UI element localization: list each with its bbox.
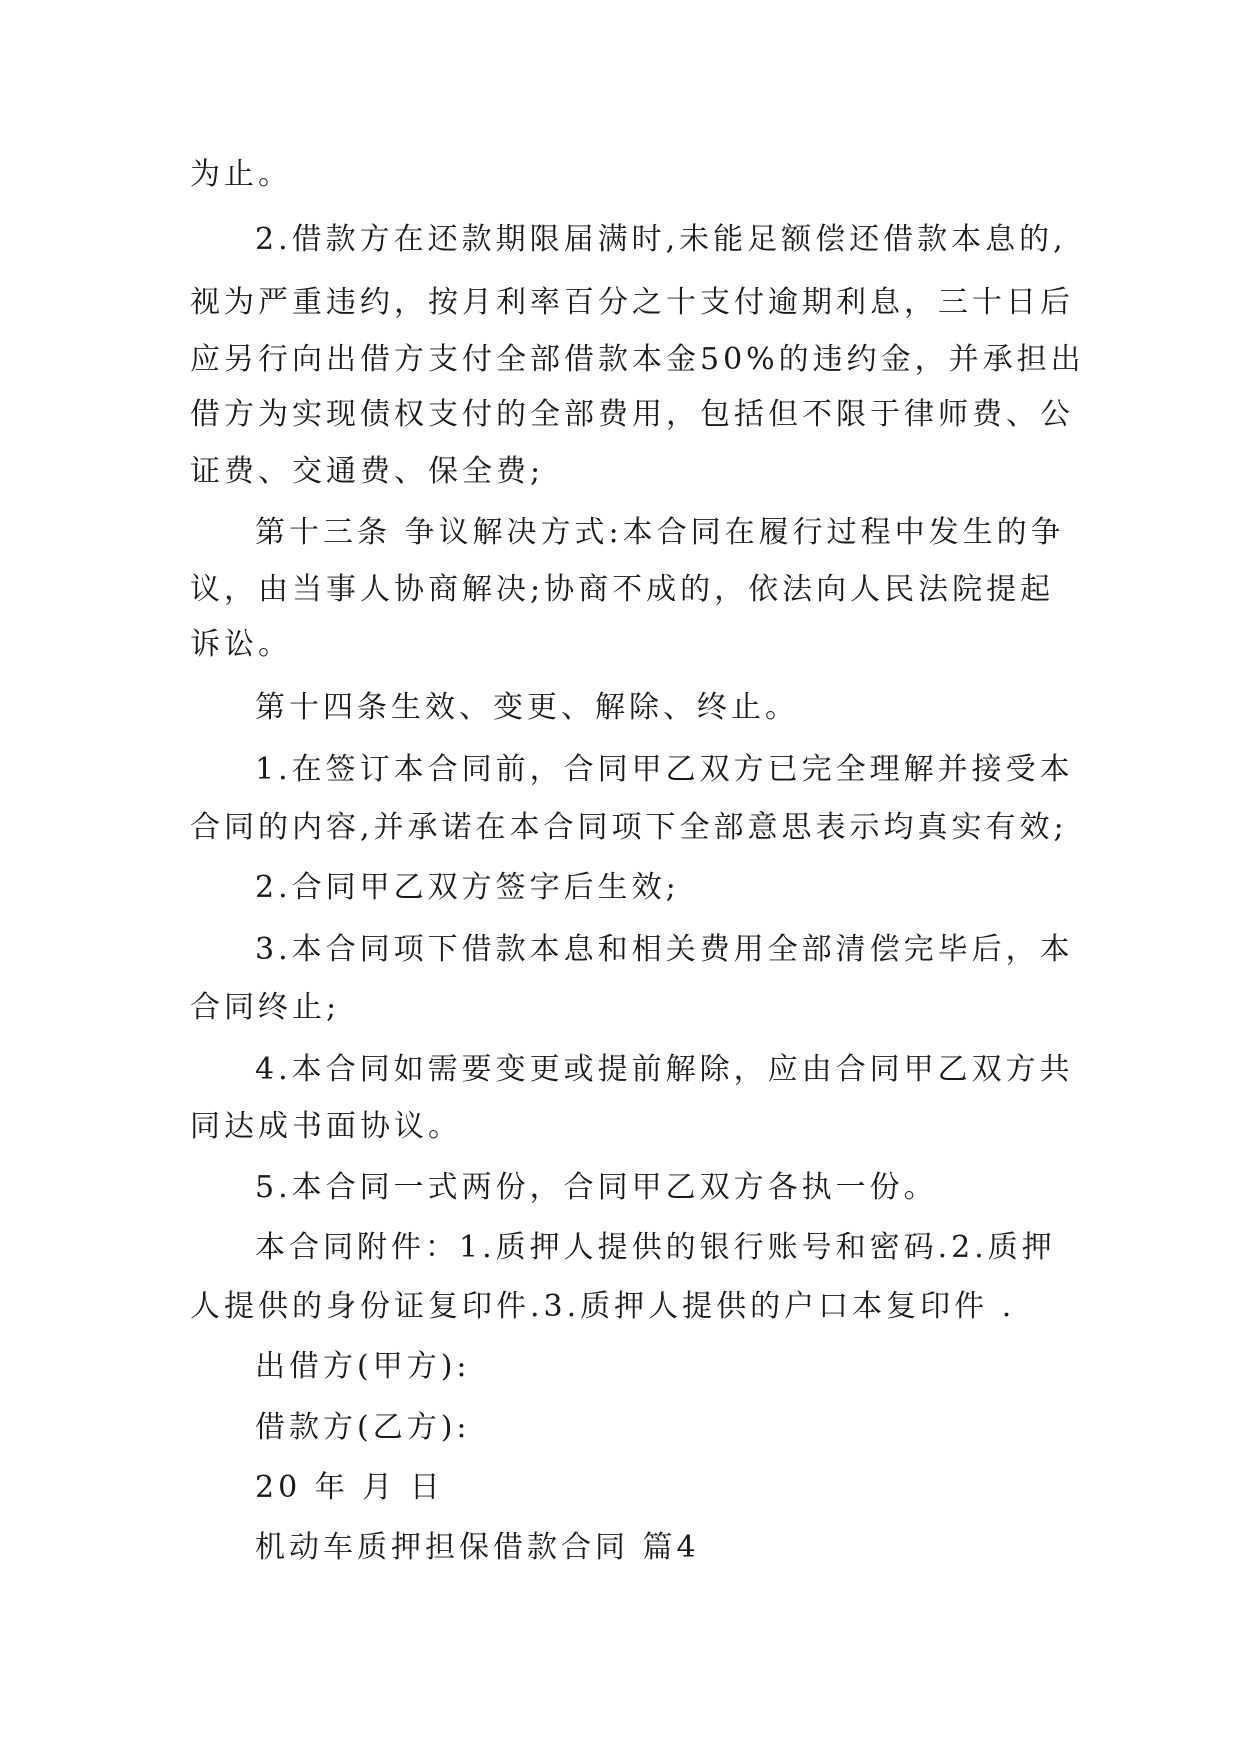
- text-line: 合同的内容,并承诺在本合同项下全部意思表示均真实有效;: [190, 810, 1068, 845]
- text-line: 同达成书面协议。: [190, 1109, 462, 1144]
- text-line: 4.本合同如需要变更或提前解除，应由合同甲乙双方共: [255, 1052, 1074, 1087]
- text-line: 证费、交通费、保全费;: [190, 454, 545, 489]
- text-line: 诉讼。: [190, 627, 292, 662]
- text-line: 为止。: [190, 157, 292, 192]
- text-line: 1.在签订本合同前，合同甲乙双方已完全理解并接受本: [255, 752, 1074, 787]
- text-line: 第十三条 争议解决方式:本合同在履行过程中发生的争: [255, 515, 1065, 550]
- section-title: 机动车质押担保借款合同 篇4: [255, 1530, 700, 1565]
- text-line: 人提供的身份证复印件.3.质押人提供的户口本复印件 .: [190, 1289, 1016, 1324]
- text-line: 合同终止;: [190, 990, 341, 1025]
- text-line: 应另行向出借方支付全部借款本金50%的违约金，并承担出: [190, 342, 1085, 377]
- text-line: 第十四条生效、变更、解除、终止。: [255, 690, 799, 725]
- text-line: 议，由当事人协商解决;协商不成的，依法向人民法院提起: [190, 572, 1055, 607]
- signature-borrower: 借款方(乙方):: [255, 1410, 471, 1445]
- text-line: 5.本合同一式两份，合同甲乙双方各执一份。: [255, 1170, 938, 1205]
- text-line: 本合同附件：1.质押人提供的银行账号和密码.2.质押: [255, 1230, 1056, 1265]
- signature-lender: 出借方(甲方):: [255, 1349, 471, 1384]
- text-line: 借方为实现债权支付的全部费用，包括但不限于律师费、公: [190, 397, 1074, 432]
- text-line: 3.本合同项下借款本息和相关费用全部清偿完毕后，本: [255, 932, 1074, 967]
- date-line: 20 年 月 日: [255, 1470, 444, 1505]
- text-line: 2.借款方在还款期限届满时,未能足额偿还借款本息的,: [255, 222, 1067, 257]
- text-line: 视为严重违约，按月利率百分之十支付逾期利息，三十日后: [190, 285, 1074, 320]
- text-line: 2.合同甲乙双方签字后生效;: [255, 870, 680, 905]
